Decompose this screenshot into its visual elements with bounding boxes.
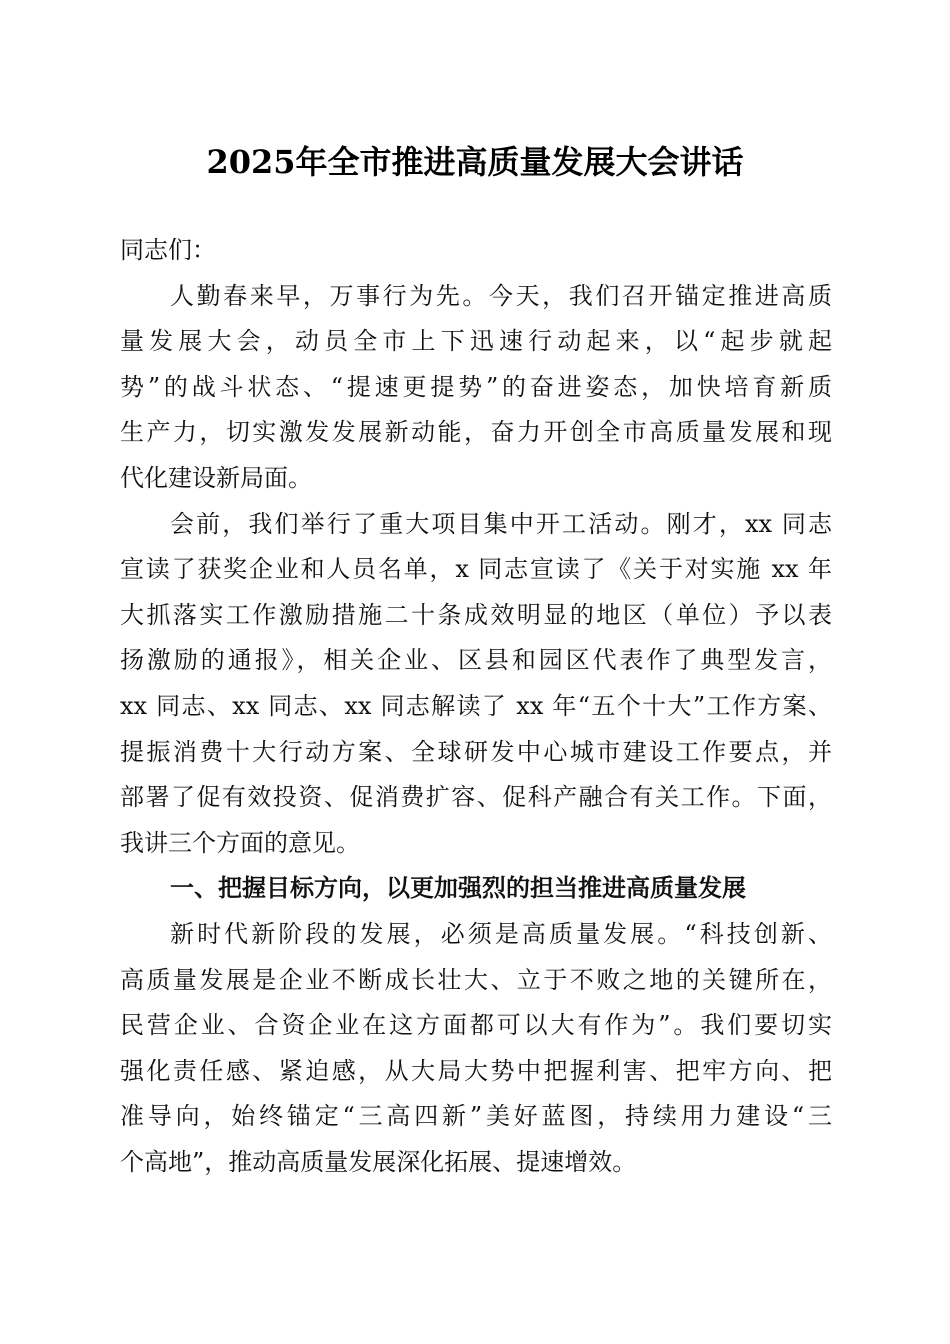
paragraph-line: 代化建设新局面。 <box>120 463 312 492</box>
paragraph-line: 提振消费十大行动方案、全球研发中心城市建设工作要点，并 <box>120 737 832 766</box>
salutation: 同志们： <box>120 236 216 264</box>
paragraph-line: 量发展大会，动员全市上下迅速行动起来，以“起步就起 <box>120 327 832 356</box>
section-heading: 一、把握目标方向，以更加强烈的担当推进高质量发展 <box>170 874 746 903</box>
paragraph-line: 高质量发展是企业不断成长壮大、立于不败之地的关键所在， <box>120 965 832 994</box>
paragraph-line: 生产力，切实激发发展新动能，奋力开创全市高质量发展和现 <box>120 418 832 447</box>
paragraph-line: 会前，我们举行了重大项目集中开工活动。刚才，xx 同志 <box>170 509 832 538</box>
paragraph-line: 民营企业、合资企业在这方面都可以大有作为”。我们要切实 <box>120 1011 832 1040</box>
paragraph-line: 宣读了获奖企业和人员名单，x 同志宣读了《关于对实施 xx 年 <box>120 555 832 584</box>
paragraph-line: 我讲三个方面的意见。 <box>120 828 360 857</box>
paragraph-line: 扬激励的通报》，相关企业、区县和园区代表作了典型发言， <box>120 646 832 675</box>
paragraph-line: 个高地”，推动高质量发展深化拓展、提速增效。 <box>120 1147 637 1176</box>
paragraph-line: 强化责任感、紧迫感，从大局大势中把握利害、把牢方向、把 <box>120 1056 832 1085</box>
paragraph-line: xx 同志、xx 同志、xx 同志解读了 xx 年“五个十大”工作方案、 <box>120 691 832 720</box>
document-body <box>120 228 832 1185</box>
paragraph-2 <box>120 502 832 867</box>
paragraph-1 <box>120 274 832 502</box>
paragraph-line: 准导向，始终锚定“三高四新”美好蓝图，持续用力建设“三 <box>120 1102 832 1131</box>
document-title: 2025年全市推进高质量发展大会讲话 <box>206 143 744 181</box>
paragraph-line: 人勤春来早，万事行为先。今天，我们召开锚定推进高质 <box>170 281 832 310</box>
paragraph-line: 势”的战斗状态、“提速更提势”的奋进姿态，加快培育新质 <box>120 372 832 401</box>
paragraph-line: 新时代新阶段的发展，必须是高质量发展。“科技创新、 <box>170 919 832 948</box>
paragraph-line: 部署了促有效投资、促消费扩容、促科产融合有关工作。下面， <box>120 783 832 812</box>
paragraph-line: 大抓落实工作激励措施二十条成效明显的地区（单位）予以表 <box>120 600 832 629</box>
section-paragraph <box>120 912 832 1186</box>
